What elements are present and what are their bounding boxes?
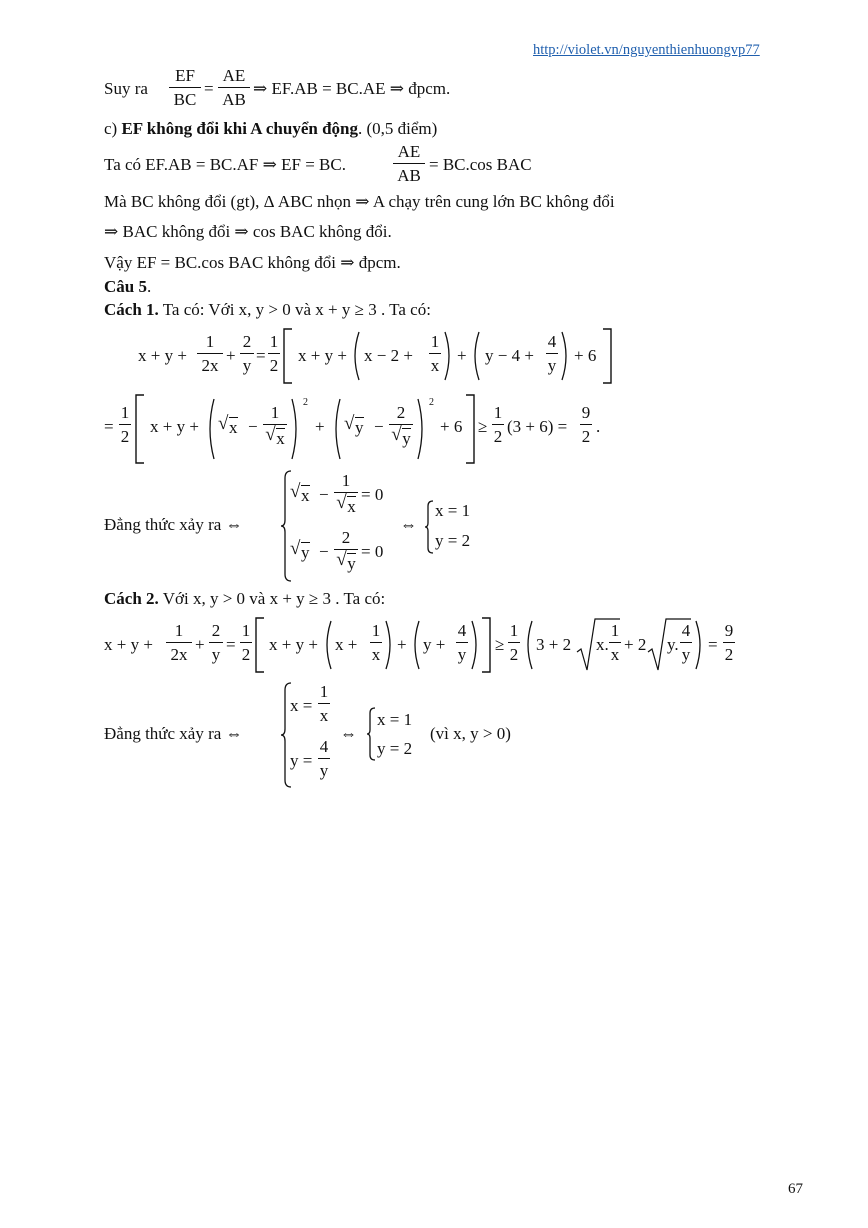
fraction: [166, 622, 192, 663]
fraction: [318, 738, 330, 779]
fraction-half: [268, 333, 280, 374]
denominator: 2: [269, 356, 279, 375]
eq-term: ≥: [495, 635, 505, 654]
numerator: AE: [218, 67, 250, 88]
eq-term: =: [104, 417, 114, 436]
eq-term: −: [319, 485, 329, 504]
eq-term: +: [195, 635, 205, 654]
denominator: BC: [173, 90, 197, 109]
numerator: 9: [580, 404, 592, 425]
solution-x: x = 1: [435, 501, 471, 520]
fraction: [456, 622, 468, 663]
numerator: 1: [508, 622, 520, 643]
denominator: x: [430, 356, 440, 375]
fraction-result: [580, 404, 592, 445]
fraction: [429, 333, 441, 374]
left-bracket: [134, 394, 146, 464]
eq-term: =: [256, 346, 266, 365]
eq-term: x + y +: [298, 346, 347, 365]
denominator: 2: [581, 427, 591, 446]
condition-note: (vì x, y > 0): [430, 724, 511, 743]
eq-term: + 6: [574, 346, 597, 365]
eq-term: =: [226, 635, 236, 654]
fraction: [197, 333, 223, 374]
header-link[interactable]: http://violet.vn/nguyenthienhuongvp77: [533, 42, 760, 58]
eq-term: ≥: [478, 417, 488, 436]
cach2-text: Với x, y > 0 và x + y ≥ 3 . Ta có:: [158, 589, 386, 608]
numerator: 1: [263, 404, 287, 425]
numerator: 2: [334, 529, 358, 550]
radicand: y: [301, 543, 310, 562]
radicand: x: [301, 486, 310, 505]
right-paren: [561, 331, 571, 381]
part-c-heading: [104, 120, 437, 137]
denominator: 2: [120, 427, 130, 446]
equality-label: Đẳng thức xảy ra ⇔: [104, 724, 243, 743]
left-paren: [350, 331, 360, 381]
fraction: [609, 622, 621, 663]
cach2-label: Cách 2.: [104, 589, 159, 608]
denominator: y: [547, 356, 557, 375]
right-paren: [444, 331, 454, 381]
denominator: AB: [397, 166, 421, 185]
right-paren: [417, 398, 427, 460]
eq-term: + 6: [440, 417, 463, 436]
line-cach-1: [104, 301, 431, 318]
eq-term: y.: [667, 635, 679, 654]
text-ta-co-left: Ta có EF.AB = BC.AF ⇒ EF = BC.: [104, 155, 346, 174]
fraction: 1 √ x: [263, 404, 287, 447]
denominator: x: [610, 645, 620, 664]
eq-term: 3 + 2: [536, 635, 572, 654]
left-bracket: [254, 617, 266, 673]
text-suy-ra: Suy ra: [104, 79, 148, 98]
eq-term: x +: [335, 635, 358, 654]
eq-term: = 0: [361, 542, 384, 561]
sqrt-x: √ x: [290, 481, 310, 505]
heading-cau-5: [104, 278, 151, 295]
eq-term: +: [226, 346, 236, 365]
right-bracket: [464, 394, 476, 464]
left-paren: [322, 620, 332, 670]
denominator: 2: [509, 645, 519, 664]
eq-term: .: [596, 417, 601, 436]
numerator: 2: [209, 622, 223, 643]
solution-y: y = 2: [435, 531, 471, 550]
line-bac: ⇒ BAC không đổi ⇒ cos BAC không đổi.: [104, 222, 392, 241]
denominator: 2: [493, 427, 503, 446]
text-implies-dpcm: ⇒ EF.AB = BC.AE ⇒ đpcm.: [253, 79, 451, 98]
fraction-half: [240, 622, 252, 663]
numerator: 1: [492, 404, 504, 425]
denominator: x: [347, 497, 356, 516]
part-score: . (0,5 điểm): [358, 119, 438, 138]
eq-term: x + y +: [104, 635, 153, 654]
left-bracket: [282, 328, 294, 384]
numerator: 1: [429, 333, 441, 354]
denominator: x: [319, 706, 329, 725]
numerator: 1: [318, 683, 330, 704]
eq-term: −: [319, 542, 329, 561]
eq-term: y =: [290, 751, 313, 770]
fraction: [318, 683, 330, 724]
denominator: y: [402, 429, 411, 448]
equality-label: Đẳng thức xảy ra ⇔: [104, 515, 243, 534]
right-paren: [695, 620, 705, 670]
left-brace: [424, 500, 434, 554]
numerator: AE: [393, 143, 425, 164]
fraction: [240, 333, 254, 374]
cach1-label: Cách 1.: [104, 300, 159, 319]
left-paren: [523, 620, 533, 670]
denominator: 2: [241, 645, 251, 664]
numerator: 1: [240, 622, 252, 643]
fraction: [546, 333, 558, 374]
numerator: 4: [456, 622, 468, 643]
denominator: y: [457, 645, 467, 664]
radicand: x: [229, 418, 238, 437]
fraction: [209, 622, 223, 663]
eq-term: x.: [596, 635, 609, 654]
numerator: EF: [169, 67, 201, 88]
eq-term: (3 + 6) =: [507, 417, 568, 436]
left-paren: [331, 398, 341, 460]
sqrt-x: √ x: [218, 413, 238, 437]
iff-symbol: ⇔: [340, 724, 357, 743]
eq-term: x =: [290, 696, 313, 715]
denominator: 2: [724, 645, 734, 664]
fraction-ae-ab: [218, 67, 250, 108]
eq-term: +: [315, 417, 325, 436]
eq-term: y +: [423, 635, 446, 654]
solution-y: y = 2: [377, 739, 413, 758]
fraction: 2 √ y: [334, 529, 358, 572]
numerator: 9: [723, 622, 735, 643]
eq-term: + 2: [624, 635, 647, 654]
fraction: 2 √ y: [389, 404, 413, 447]
denominator: x: [371, 645, 381, 664]
eq-term: =: [708, 635, 718, 654]
right-paren: [291, 398, 301, 460]
eq-term: x + y +: [138, 346, 187, 365]
fraction: [370, 622, 382, 663]
left-brace: [366, 707, 376, 761]
denominator: y: [242, 356, 252, 375]
eq-term: y − 4 +: [485, 346, 534, 365]
solution-x: x = 1: [377, 710, 413, 729]
numerator: 2: [240, 333, 254, 354]
eq-term: x + y +: [269, 635, 318, 654]
eq-term: +: [397, 635, 407, 654]
numerator: 1: [119, 404, 131, 425]
sqrt-y: √ y: [344, 413, 364, 437]
iff-symbol: ⇔: [400, 515, 417, 534]
line-ma-bc: Mà BC không đổi (gt), Δ ABC nhọn ⇒ A chạy trên cung lớn BC không đổi: [104, 192, 615, 211]
fraction-half: [492, 404, 504, 445]
numerator: 4: [546, 333, 558, 354]
denominator: y: [211, 645, 221, 664]
fraction-half: [119, 404, 131, 445]
numerator: 1: [268, 333, 280, 354]
line-vay: Vậy EF = BC.cos BAC không đổi ⇒ đpcm.: [104, 253, 401, 272]
part-label: c): [104, 119, 118, 138]
numerator: 1: [609, 622, 621, 643]
equals-sign: =: [204, 79, 214, 98]
numerator: 2: [389, 404, 413, 425]
denominator: y: [319, 761, 329, 780]
exponent: 2: [429, 397, 434, 408]
numerator: 1: [370, 622, 382, 643]
denominator: 2x: [170, 645, 188, 664]
sqrt-y: √ y: [290, 538, 310, 562]
denominator: AB: [222, 90, 246, 109]
part-title: EF không đổi khi A chuyển động: [121, 119, 358, 138]
eq-term: x + y +: [150, 417, 199, 436]
fraction: 1 √ x: [334, 472, 358, 515]
right-paren: [385, 620, 395, 670]
eq-term: x − 2 +: [364, 346, 413, 365]
exponent: 2: [303, 397, 308, 408]
numerator: 4: [318, 738, 330, 759]
text-ta-co-right: = BC.cos BAC: [429, 155, 532, 174]
fraction: [680, 622, 692, 663]
page-number: 67: [788, 1181, 803, 1197]
denominator: x: [276, 429, 285, 448]
eq-term: +: [457, 346, 467, 365]
numerator: 4: [680, 622, 692, 643]
cau5-dot: .: [146, 277, 152, 296]
eq-term: −: [374, 417, 384, 436]
cach1-text: Ta có: Với x, y > 0 và x + y ≥ 3 . Ta có:: [158, 300, 431, 319]
denominator: 2x: [201, 356, 219, 375]
radicand: y: [355, 418, 364, 437]
numerator: 1: [166, 622, 192, 643]
numerator: 1: [334, 472, 358, 493]
fraction-ae-ab: [393, 143, 425, 184]
right-bracket: [480, 617, 492, 673]
left-paren: [410, 620, 420, 670]
eq-term: −: [248, 417, 258, 436]
right-bracket: [601, 328, 613, 384]
eq-term: = 0: [361, 485, 384, 504]
line-cach-2: [104, 590, 385, 607]
fraction-result: [723, 622, 735, 663]
left-paren: [470, 331, 480, 381]
fraction-half: [508, 622, 520, 663]
numerator: 1: [197, 333, 223, 354]
fraction-ef-bc: [169, 67, 201, 108]
left-paren: [205, 398, 215, 460]
denominator: y: [681, 645, 691, 664]
denominator: y: [347, 554, 356, 573]
cau5-label: Câu 5: [104, 277, 147, 296]
